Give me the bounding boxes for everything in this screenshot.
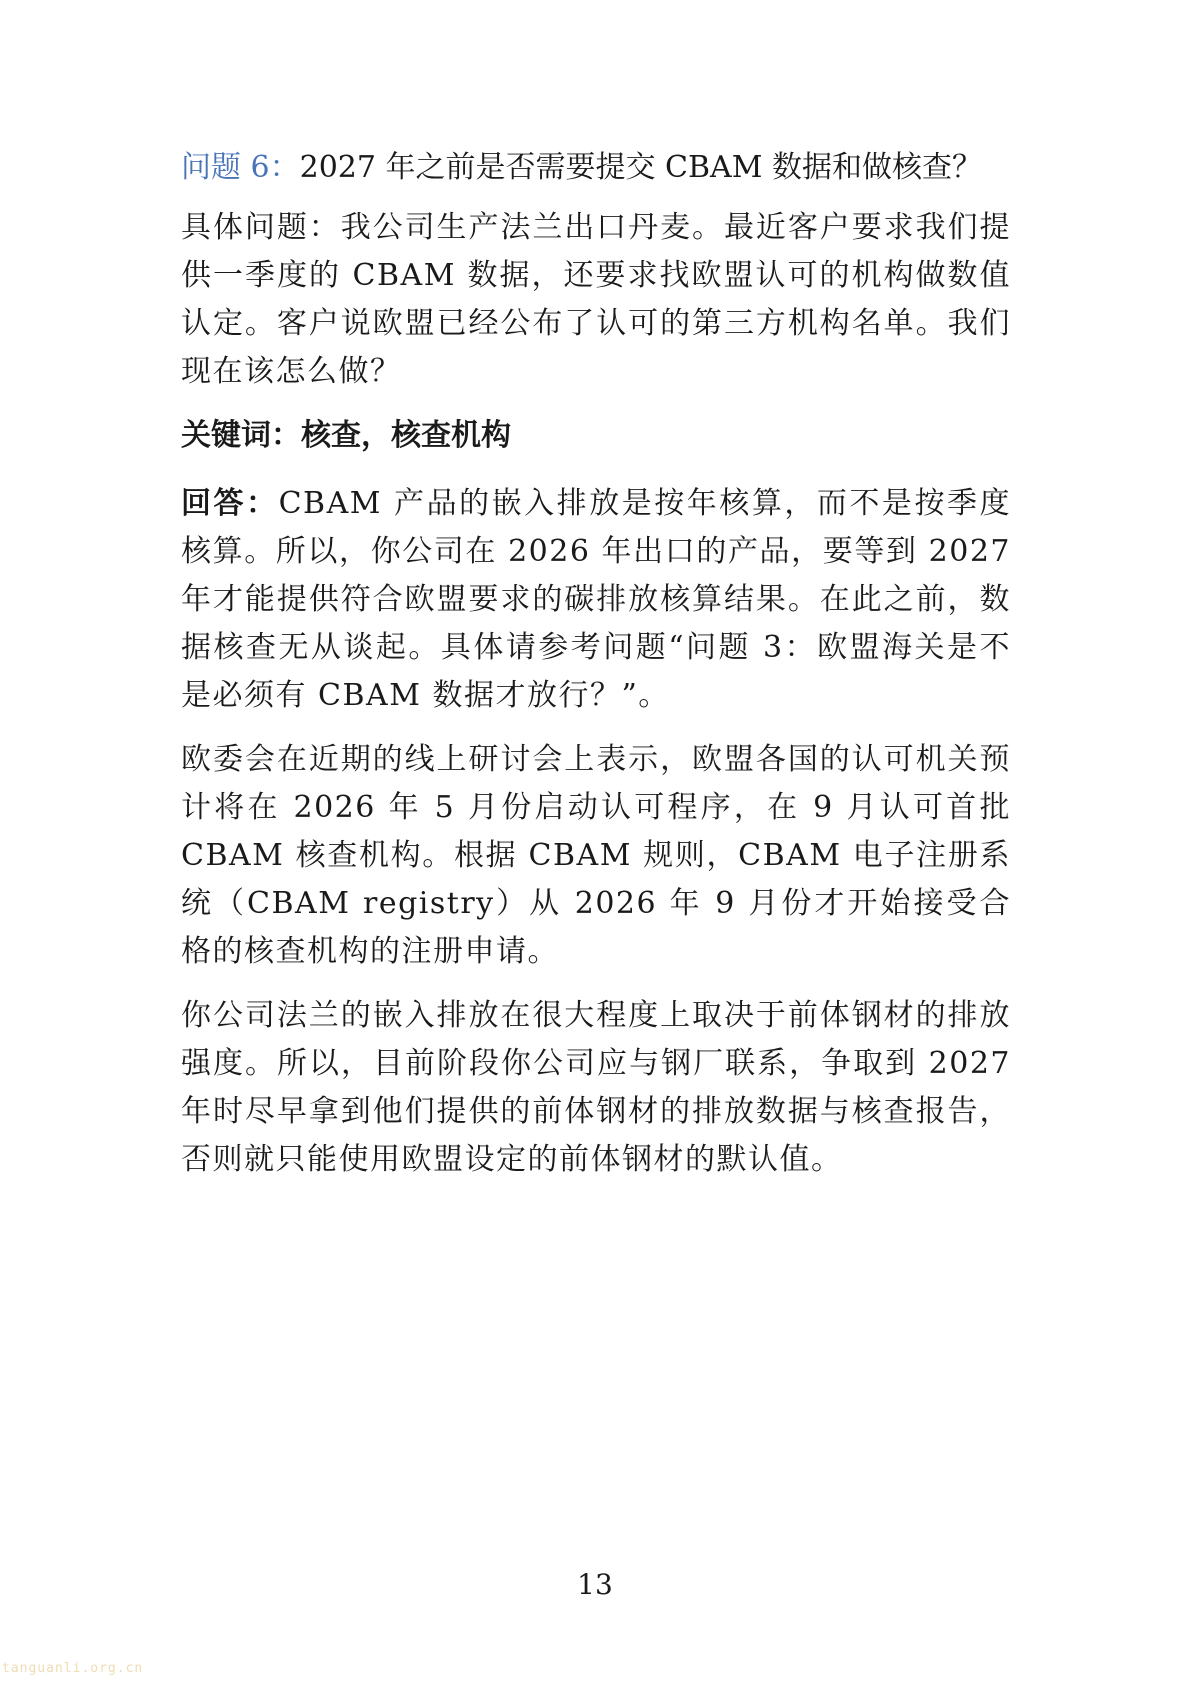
page-number: 13 (577, 1568, 613, 1601)
question-label: 问题 6： (181, 150, 300, 185)
answer-label: 回答： (181, 486, 279, 521)
answer-text-1: CBAM 产品的嵌入排放是按年核算，而不是按季度核算。所以，你公司在 2026 年出口的产品，要等到 2027 年才能提供符合欧盟要求的碳排放核算结果。在此之前，数据核查无从谈起。具体请参考问题“问题 3：欧盟海关是不是必须有 CBAM 数据才放行？”。 (181, 486, 1012, 713)
page-content (181, 146, 1011, 1200)
answer-paragraph-3: 你公司法兰的嵌入排放在很大程度上取决于前体钢材的排放强度。所以，目前阶段你公司应与钢厂联系，争取到 2027 年时尽早拿到他们提供的前体钢材的排放数据与核查报告，否则就只能使用欧盟设定的前体钢材的默认值。 (181, 998, 1011, 1177)
answer-paragraph-1 (181, 480, 1011, 720)
answer-paragraph-2: 欧委会在近期的线上研讨会上表示，欧盟各国的认可机关预计将在 2026 年 5 月份启动认可程序，在 9 月认可首批 CBAM 核查机构。根据 CBAM 规则，CBAM 电子注册系统（CBAM registry）从 2026 年 9 月份才开始接受合格的核查机构的注册申请。 (181, 742, 1011, 969)
keywords-line: 关键词：核查，核查机构 (181, 418, 511, 453)
watermark: tanguanli.org.cn (2, 1661, 144, 1676)
specific-question-paragraph: 具体问题：我公司生产法兰出口丹麦。最近客户要求我们提供一季度的 CBAM 数据，还要求找欧盟认可的机构做数值认定。客户说欧盟已经公布了认可的第三方机构名单。我们现在该怎么做？ (181, 210, 1011, 389)
question-title: 2027 年之前是否需要提交 CBAM 数据和做核查？ (299, 150, 982, 185)
question-heading (181, 146, 1011, 190)
